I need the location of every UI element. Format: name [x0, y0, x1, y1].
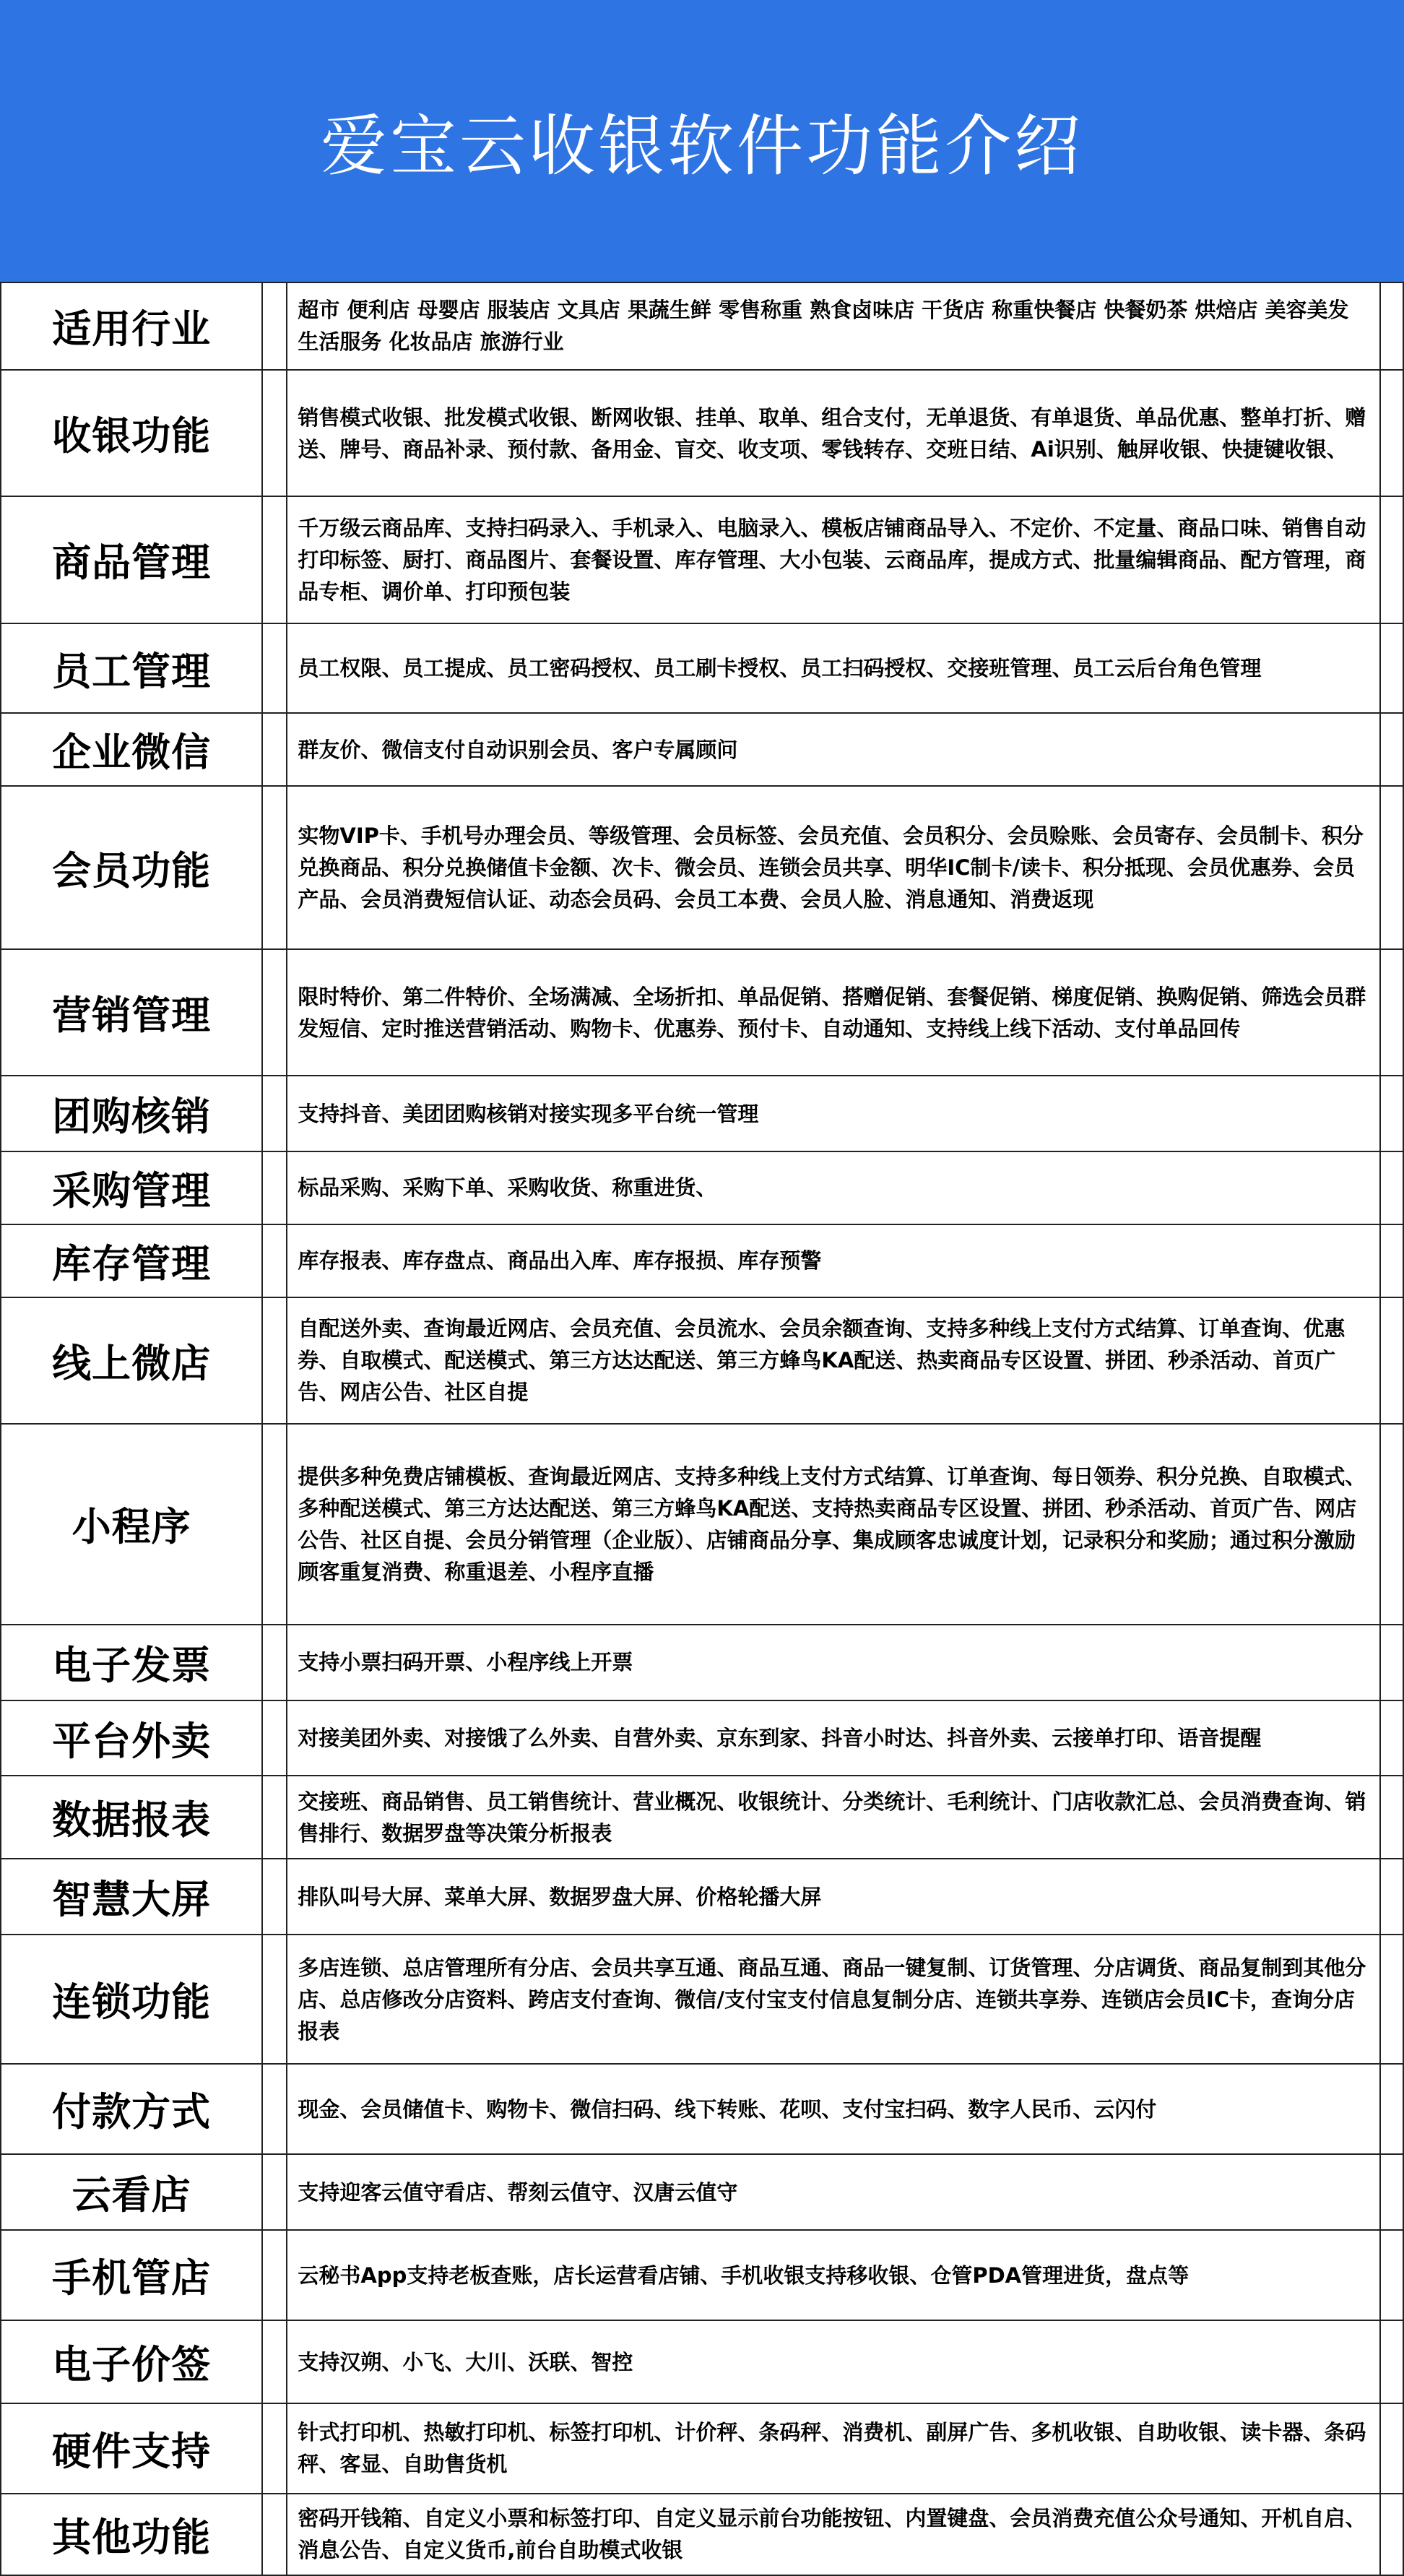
- table-row: [1, 1424, 1403, 1625]
- feature-description: 排队叫号大屏、菜单大屏、数据罗盘大屏、价格轮播大屏: [287, 1859, 1380, 1935]
- spacer-cell: [262, 1297, 287, 1424]
- feature-description: 群友价、微信支付自动识别会员、客户专属顾问: [287, 713, 1380, 786]
- title-banner: [0, 0, 1404, 282]
- table-row: [1, 1297, 1403, 1424]
- category-label: 员工管理: [1, 623, 262, 714]
- edge-cell: [1380, 1224, 1403, 1297]
- spacer-cell: [262, 1224, 287, 1297]
- table-row: [1, 623, 1403, 714]
- edge-cell: [1380, 2320, 1403, 2403]
- category-label: 电子价签: [1, 2320, 262, 2403]
- table-row: [1, 496, 1403, 623]
- table-row: [1, 1151, 1403, 1224]
- feature-description: 实物VIP卡、手机号办理会员、等级管理、会员标签、会员充值、会员积分、会员赊账、会员寄存、会员制卡、积分兑换商品、积分兑换储值卡金额、次卡、微会员、连锁会员共享、明华IC制卡/读卡、积分抵现、会员优惠券、会员产品、会员消费短信认证、动态会员码、会员工本费、会员人脸、消息通知、消费返现: [287, 786, 1380, 949]
- edge-cell: [1380, 1859, 1403, 1935]
- edge-cell: [1380, 282, 1403, 370]
- spacer-cell: [262, 1424, 287, 1625]
- table-row: [1, 1935, 1403, 2064]
- spacer-cell: [262, 1625, 287, 1700]
- edge-cell: [1380, 1700, 1403, 1776]
- category-label: 付款方式: [1, 2064, 262, 2154]
- feature-description: 标品采购、采购下单、采购收货、称重进货、: [287, 1151, 1380, 1224]
- spacer-cell: [262, 1935, 287, 2064]
- feature-description: 多店连锁、总店管理所有分店、会员共享互通、商品互通、商品一键复制、订货管理、分店调货、商品复制到其他分店、总店修改分店资料、跨店支付查询、微信/支付宝支付信息复制分店、连锁共享券、连锁店会员IC卡，查询分店报表: [287, 1935, 1380, 2064]
- table-row: [1, 2320, 1403, 2403]
- table-row: [1, 1625, 1403, 1700]
- spacer-cell: [262, 496, 287, 623]
- table-row: [1, 2494, 1403, 2575]
- table-row: [1, 713, 1403, 786]
- spacer-cell: [262, 949, 287, 1076]
- table-row: [1, 2154, 1403, 2230]
- category-label: 智慧大屏: [1, 1859, 262, 1935]
- category-label: 采购管理: [1, 1151, 262, 1224]
- category-label: 小程序: [1, 1424, 262, 1625]
- edge-cell: [1380, 2230, 1403, 2320]
- table-row: [1, 282, 1403, 370]
- edge-cell: [1380, 949, 1403, 1076]
- feature-description: 针式打印机、热敏打印机、标签打印机、计价秤、条码秤、消费机、副屏广告、多机收银、自助收银、读卡器、条码秤、客显、自助售货机: [287, 2403, 1380, 2494]
- feature-description: 支持小票扫码开票、小程序线上开票: [287, 1625, 1380, 1700]
- spacer-cell: [262, 1776, 287, 1859]
- spacer-cell: [262, 2154, 287, 2230]
- table-row: [1, 1859, 1403, 1935]
- feature-description: 对接美团外卖、对接饿了么外卖、自营外卖、京东到家、抖音小时达、抖音外卖、云接单打印、语音提醒: [287, 1700, 1380, 1776]
- spacer-cell: [262, 2403, 287, 2494]
- feature-description: 千万级云商品库、支持扫码录入、手机录入、电脑录入、模板店铺商品导入、不定价、不定量、商品口味、销售自动打印标签、厨打、商品图片、套餐设置、库存管理、大小包装、云商品库，提成方式、批量编辑商品、配方管理，商品专柜、调价单、打印预包装: [287, 496, 1380, 623]
- category-label: 平台外卖: [1, 1700, 262, 1776]
- feature-description: 交接班、商品销售、员工销售统计、营业概况、收银统计、分类统计、毛利统计、门店收款汇总、会员消费查询、销售排行、数据罗盘等决策分析报表: [287, 1776, 1380, 1859]
- feature-description: 销售模式收银、批发模式收银、断网收银、挂单、取单、组合支付，无单退货、有单退货、单品优惠、整单打折、赠送、牌号、商品补录、预付款、备用金、盲交、收支项、零钱转存、交班日结、Ai识别、触屏收银、快捷键收银、: [287, 370, 1380, 496]
- spacer-cell: [262, 2064, 287, 2154]
- edge-cell: [1380, 496, 1403, 623]
- category-label: 营销管理: [1, 949, 262, 1076]
- spacer-cell: [262, 2230, 287, 2320]
- feature-description: 支持汉朔、小飞、大川、沃联、智控: [287, 2320, 1380, 2403]
- spacer-cell: [262, 282, 287, 370]
- category-label: 收银功能: [1, 370, 262, 496]
- feature-description: 支持抖音、美团团购核销对接实现多平台统一管理: [287, 1076, 1380, 1151]
- edge-cell: [1380, 1076, 1403, 1151]
- feature-description: 提供多种免费店铺模板、查询最近网店、支持多种线上支付方式结算、订单查询、每日领券、积分兑换、自取模式、多种配送模式、第三方达达配送、第三方蜂鸟KA配送、支持热卖商品专区设置、拼团、秒杀活动、首页广告、网店公告、社区自提、会员分销管理（企业版）、店铺商品分享、集成顾客忠诚度计划，记录积分和奖励；通过积分激励顾客重复消费、称重退差、小程序直播: [287, 1424, 1380, 1625]
- feature-description: 现金、会员储值卡、购物卡、微信扫码、线下转账、花呗、支付宝扫码、数字人民币、云闪付: [287, 2064, 1380, 2154]
- edge-cell: [1380, 2064, 1403, 2154]
- feature-description: 云秘书App支持老板查账，店长运营看店铺、手机收银支持移收银、仓管PDA管理进货，盘点等: [287, 2230, 1380, 2320]
- category-label: 会员功能: [1, 786, 262, 949]
- spacer-cell: [262, 2494, 287, 2575]
- feature-description: 自配送外卖、查询最近网店、会员充值、会员流水、会员余额查询、支持多种线上支付方式结算、订单查询、优惠券、自取模式、配送模式、第三方达达配送、第三方蜂鸟KA配送、热卖商品专区设置、拼团、秒杀活动、首页广告、网店公告、社区自提: [287, 1297, 1380, 1424]
- feature-description: 支持迎客云值守看店、帮刻云值守、汉唐云值守: [287, 2154, 1380, 2230]
- category-label: 商品管理: [1, 496, 262, 623]
- table-row: [1, 1700, 1403, 1776]
- category-label: 电子发票: [1, 1625, 262, 1700]
- category-label: 其他功能: [1, 2494, 262, 2575]
- feature-description: 员工权限、员工提成、员工密码授权、员工刷卡授权、员工扫码授权、交接班管理、员工云后台角色管理: [287, 623, 1380, 714]
- edge-cell: [1380, 1424, 1403, 1625]
- category-label: 连锁功能: [1, 1935, 262, 2064]
- category-label: 云看店: [1, 2154, 262, 2230]
- edge-cell: [1380, 1625, 1403, 1700]
- table-row: [1, 1224, 1403, 1297]
- category-label: 硬件支持: [1, 2403, 262, 2494]
- feature-description: 库存报表、库存盘点、商品出入库、库存报损、库存预警: [287, 1224, 1380, 1297]
- category-label: 团购核销: [1, 1076, 262, 1151]
- edge-cell: [1380, 1776, 1403, 1859]
- feature-table: [0, 282, 1404, 2576]
- table-row: [1, 1776, 1403, 1859]
- spacer-cell: [262, 1076, 287, 1151]
- edge-cell: [1380, 1151, 1403, 1224]
- category-label: 库存管理: [1, 1224, 262, 1297]
- table-row: [1, 2403, 1403, 2494]
- edge-cell: [1380, 2494, 1403, 2575]
- feature-description: 限时特价、第二件特价、全场满减、全场折扣、单品促销、搭赠促销、套餐促销、梯度促销、换购促销、筛选会员群发短信、定时推送营销活动、购物卡、优惠券、预付卡、自动通知、支持线上线下活动、支付单品回传: [287, 949, 1380, 1076]
- table-row: [1, 786, 1403, 949]
- edge-cell: [1380, 786, 1403, 949]
- table-row: [1, 370, 1403, 496]
- edge-cell: [1380, 2403, 1403, 2494]
- category-label: 企业微信: [1, 713, 262, 786]
- category-label: 数据报表: [1, 1776, 262, 1859]
- edge-cell: [1380, 623, 1403, 714]
- spacer-cell: [262, 1151, 287, 1224]
- spacer-cell: [262, 713, 287, 786]
- edge-cell: [1380, 2154, 1403, 2230]
- edge-cell: [1380, 713, 1403, 786]
- feature-description: 密码开钱箱、自定义小票和标签打印、自定义显示前台功能按钮、内置键盘、会员消费充值公众号通知、开机自启、消息公告、自定义货币,前台自助模式收银: [287, 2494, 1380, 2575]
- edge-cell: [1380, 1935, 1403, 2064]
- edge-cell: [1380, 370, 1403, 496]
- feature-description: 超市 便利店 母婴店 服装店 文具店 果蔬生鲜 零售称重 熟食卤味店 干货店 称重快餐店 快餐奶茶 烘焙店 美容美发 生活服务 化妆品店 旅游行业: [287, 282, 1380, 370]
- edge-cell: [1380, 1297, 1403, 1424]
- table-row: [1, 2064, 1403, 2154]
- spacer-cell: [262, 370, 287, 496]
- category-label: 适用行业: [1, 282, 262, 370]
- category-label: 手机管店: [1, 2230, 262, 2320]
- table-row: [1, 949, 1403, 1076]
- spacer-cell: [262, 1700, 287, 1776]
- category-label: 线上微店: [1, 1297, 262, 1424]
- spacer-cell: [262, 623, 287, 714]
- page-title: 爱宝云收银软件功能介绍: [320, 108, 1083, 185]
- table-row: [1, 2230, 1403, 2320]
- spacer-cell: [262, 786, 287, 949]
- spacer-cell: [262, 1859, 287, 1935]
- spacer-cell: [262, 2320, 287, 2403]
- table-row: [1, 1076, 1403, 1151]
